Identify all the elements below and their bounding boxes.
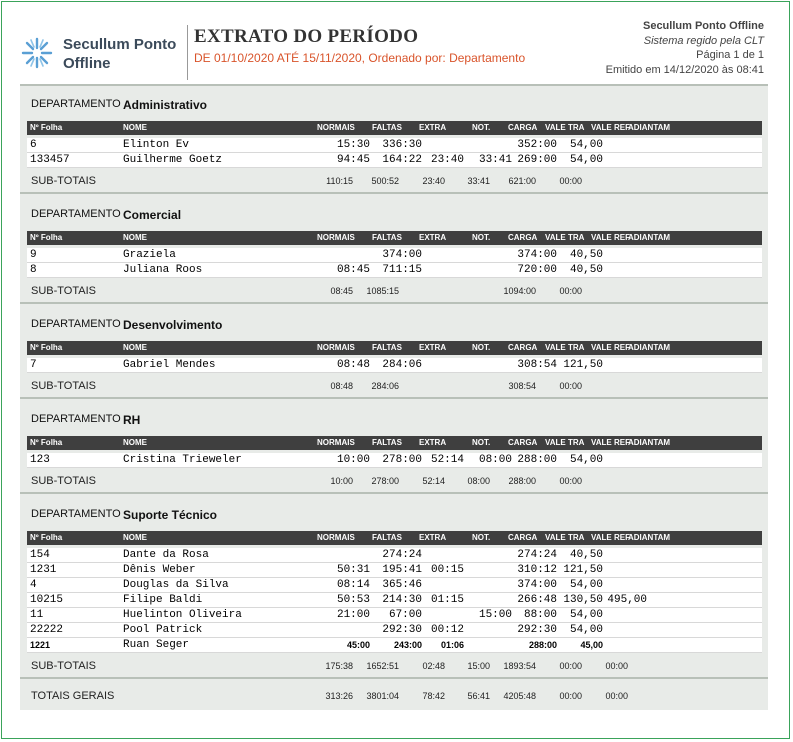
report-header [0,0,793,86]
department-label: DEPARTAMENTO [31,98,121,110]
cell-extra: 23:40 [430,154,464,166]
subtotal-carga: 621:00 [508,176,536,186]
column-header: ADIANTAM [628,123,671,132]
column-header: Nº Folha [30,343,63,352]
subtotal-faltas: 278:00 [371,476,399,486]
header-divider [187,25,188,80]
department-section [20,86,768,196]
cell-extra: 00:12 [430,624,464,636]
cell-extra: 01:15 [430,594,464,606]
column-header: FALTAS [372,533,402,542]
department-label: DEPARTAMENTO [31,508,121,520]
cell-carga: 308:54 [517,359,557,371]
column-header: NOME [123,343,147,352]
column-header: VALE TRA [545,438,585,447]
subtotal-faltas: 1085:15 [366,286,399,296]
table-rows [27,548,762,653]
column-header: EXTRA [419,533,447,542]
table-header [27,531,762,545]
department-name: Suporte Técnico [123,508,218,522]
total-not: 56:41 [467,691,490,701]
subtotal-normais: 08:48 [330,381,353,391]
subtotal-label: SUB-TOTAIS [31,660,96,672]
cell-faltas: 292:30 [382,624,422,636]
cell-carga: 310:12 [517,564,557,576]
employee-number: 22222 [30,624,64,636]
department-section [20,401,768,511]
department-label: DEPARTAMENTO [31,413,121,425]
cell-vtra: 121,50 [563,564,603,576]
table-header [27,341,762,355]
column-header: FALTAS [372,343,402,352]
cell-carga: 374:00 [517,249,557,261]
column-header: FALTAS [372,438,402,447]
cell-vtra: 54,00 [569,154,603,166]
subtotal-row [20,170,768,192]
cell-normais: 10:00 [336,454,370,466]
cell-faltas: 336:30 [382,139,422,151]
employee-number: 154 [30,549,50,561]
cell-not: 15:00 [478,609,512,621]
cell-faltas: 195:41 [382,564,422,576]
column-header: NOT. [472,533,491,542]
employee-name: Douglas da Silva [123,579,229,591]
department-label: DEPARTAMENTO [31,318,121,330]
column-header: NOME [123,533,147,542]
cell-carga: 292:30 [517,624,557,636]
section-divider [20,302,768,304]
column-header: EXTRA [419,233,447,242]
cell-vtra: 121,50 [563,359,603,371]
cell-vtra: 54,00 [569,624,603,636]
cell-normais: 21:00 [336,609,370,621]
company-name: Secullum Ponto Offline [642,20,764,32]
subtotal-row [20,375,768,397]
totals-label: TOTAIS GERAIS [31,690,115,702]
subtotal-carga: 288:00 [508,476,536,486]
column-header: NOT. [472,233,491,242]
employee-name: Cristina Trieweler [123,454,242,466]
department-label: DEPARTAMENTO [31,208,121,220]
subtotal-normais: 110:15 [326,176,353,186]
subtotal-carga: 1893:54 [503,661,536,671]
section-divider [20,397,768,399]
table-row [27,453,762,468]
subtotal-vtra: 00:00 [559,286,582,296]
column-header: CARGA [508,533,538,542]
employee-number: 6 [30,139,37,151]
cell-vtra: 45,00 [580,640,603,650]
department-name: RH [123,413,141,427]
cell-faltas: 274:24 [382,549,422,561]
column-header: NORMAIS [317,123,355,132]
table-rows [27,453,762,468]
cell-carga: 720:00 [517,264,557,276]
subtotal-not: 33:41 [467,176,490,186]
subtotal-label: SUB-TOTAIS [31,175,96,187]
employee-name: Guilherme Goetz [123,154,223,166]
cell-extra: 01:06 [440,640,464,650]
table-header [27,436,762,450]
cell-carga: 266:48 [517,594,557,606]
subtotal-carga: 1094:00 [503,286,536,296]
cell-vtra: 54,00 [569,139,603,151]
column-header: VALE REF [591,533,630,542]
cell-not: 33:41 [478,154,512,166]
table-rows [27,248,762,278]
page-subtitle: DE 01/10/2020 ATÉ 15/11/2020, Ordenado por: Departamento [194,51,526,65]
cell-not: 08:00 [478,454,512,466]
subtotal-not: 15:00 [467,661,490,671]
total-faltas: 3801:04 [366,691,399,701]
column-header: VALE REF [591,438,630,447]
department-section [20,496,768,672]
column-header: VALE TRA [545,123,585,132]
section-divider [20,192,768,194]
subtotal-row [20,655,768,677]
column-header: ADIANTAM [628,343,671,352]
table-row [27,248,762,263]
total-vref: 00:00 [605,691,628,701]
table-rows [27,138,762,168]
cell-vtra: 40,50 [569,549,603,561]
brand-line1: Secullum Ponto [63,36,177,53]
table-row [27,548,762,563]
subtotal-row [20,280,768,302]
subtotal-extra: 02:48 [422,661,445,671]
department-name: Desenvolvimento [123,318,223,332]
column-header: FALTAS [372,123,402,132]
table-row [27,608,762,623]
cell-faltas: 67:00 [388,609,422,621]
cell-faltas: 365:46 [382,579,422,591]
department-section [20,306,768,416]
employee-number: 9 [30,249,37,261]
section-divider [20,492,768,494]
subtotal-normais: 10:00 [330,476,353,486]
secullum-logo-icon [20,36,54,70]
cell-carga: 274:24 [517,549,557,561]
column-header: NOT. [472,123,491,132]
subtotal-vtra: 00:00 [559,661,582,671]
table-row [27,638,762,653]
cell-normais: 45:00 [346,640,370,650]
cell-vtra: 40,50 [569,249,603,261]
cell-normais: 50:53 [336,594,370,606]
employee-name: Gabriel Mendes [123,359,216,371]
column-header: CARGA [508,123,538,132]
column-header: VALE TRA [545,343,585,352]
column-header: NOT. [472,438,491,447]
column-header: Nº Folha [30,233,63,242]
column-header: Nº Folha [30,123,63,132]
cell-extra: 00:15 [430,564,464,576]
column-header: NORMAIS [317,343,355,352]
cell-faltas: 374:00 [382,249,422,261]
employee-number: 1221 [30,640,51,650]
subtotal-normais: 08:45 [330,286,353,296]
cell-normais: 08:45 [336,264,370,276]
cell-vtra: 130,50 [563,594,603,606]
column-header: Nº Folha [30,533,63,542]
cell-normais: 15:30 [336,139,370,151]
emission-date: Emitido em 14/12/2020 às 08:41 [605,63,764,76]
column-header: Nº Folha [30,438,63,447]
column-header: NORMAIS [317,438,355,447]
company-regime: Sistema regido pela CLT [643,34,764,47]
employee-number: 4 [30,579,37,591]
subtotal-faltas: 1652:51 [366,661,399,671]
employee-name: Juliana Roos [123,264,203,276]
employee-number: 133457 [30,154,70,166]
subtotal-extra: 23:40 [422,176,445,186]
column-header: CARGA [508,233,538,242]
cell-normais: 08:48 [336,359,370,371]
company-info [606,19,764,77]
totals-row [20,682,768,708]
page-number: Página 1 de 1 [696,49,764,61]
subtotal-row [20,470,768,492]
department-section [20,196,768,306]
cell-faltas: 284:06 [382,359,422,371]
cell-faltas: 243:00 [393,640,422,650]
cell-carga: 88:00 [523,609,557,621]
column-header: NORMAIS [317,233,355,242]
cell-vtra: 54,00 [569,579,603,591]
column-header: CARGA [508,438,538,447]
subtotal-faltas: 284:06 [371,381,399,391]
cell-faltas: 711:15 [382,264,422,276]
employee-name: Dante da Rosa [123,549,209,561]
subtotal-label: SUB-TOTAIS [31,475,96,487]
cell-normais: 08:14 [336,579,370,591]
employee-name: Pool Patrick [123,624,203,636]
employee-number: 123 [30,454,50,466]
cell-faltas: 278:00 [382,454,422,466]
employee-name: Filipe Baldi [123,594,203,606]
employee-number: 10215 [30,594,64,606]
column-header: NOT. [472,343,491,352]
table-row [27,138,762,153]
table-row [27,578,762,593]
total-extra: 78:42 [422,691,445,701]
column-header: NOME [123,438,147,447]
cell-extra: 52:14 [430,454,464,466]
column-header: NOME [123,233,147,242]
department-name: Comercial [123,208,182,222]
column-header: ADIANTAM [628,438,671,447]
cell-vref: 495,00 [607,594,647,606]
subtotal-extra: 52:14 [422,476,445,486]
cell-carga: 288:00 [528,640,557,650]
table-header [27,231,762,245]
employee-number: 7 [30,359,37,371]
cell-carga: 374:00 [517,579,557,591]
table-row [27,153,762,168]
cell-faltas: 164:22 [382,154,422,166]
subtotal-faltas: 500:52 [371,176,399,186]
department-name: Administrativo [123,98,208,112]
cell-carga: 288:00 [517,454,557,466]
subtotal-normais: 175:38 [325,661,353,671]
employee-name: Graziela [123,249,176,261]
table-row [27,563,762,578]
column-header: EXTRA [419,438,447,447]
column-header: VALE TRA [545,533,585,542]
cell-normais: 50:31 [336,564,370,576]
total-vtra: 00:00 [559,691,582,701]
column-header: EXTRA [419,343,447,352]
subtotal-vref: 00:00 [605,661,628,671]
total-normais: 313:26 [325,691,353,701]
cell-vtra: 54,00 [569,609,603,621]
cell-vtra: 40,50 [569,264,603,276]
column-header: VALE REF [591,233,630,242]
employee-number: 11 [30,609,44,621]
brand-line2: Offline [63,55,111,72]
subtotal-vtra: 00:00 [559,176,582,186]
employee-number: 8 [30,264,37,276]
subtotal-label: SUB-TOTAIS [31,380,96,392]
table-row [27,263,762,278]
subtotal-vtra: 00:00 [559,381,582,391]
employee-name: Huelinton Oliveira [123,609,242,621]
column-header: NOME [123,123,147,132]
employee-name: Elinton Ev [123,139,190,151]
column-header: ADIANTAM [628,533,671,542]
table-row [27,358,762,373]
total-carga: 4205:48 [503,691,536,701]
column-header: VALE REF [591,343,630,352]
report-body [20,84,768,710]
page-title: EXTRATO DO PERÍODO [194,26,419,47]
employee-number: 1231 [30,564,57,576]
column-header: EXTRA [419,123,447,132]
cell-normais: 94:45 [336,154,370,166]
column-header: ADIANTAM [628,233,671,242]
table-row [27,623,762,638]
subtotal-label: SUB-TOTAIS [31,285,96,297]
table-row [27,593,762,608]
subtotal-carga: 308:54 [508,381,536,391]
employee-name: Dênis Weber [123,564,196,576]
cell-carga: 269:00 [517,154,557,166]
subtotal-not: 08:00 [467,476,490,486]
cell-carga: 352:00 [517,139,557,151]
cell-vtra: 54,00 [569,454,603,466]
column-header: CARGA [508,343,538,352]
table-header [27,121,762,135]
subtotal-vtra: 00:00 [559,476,582,486]
section-divider [20,677,768,679]
column-header: VALE TRA [545,233,585,242]
table-rows [27,358,762,373]
employee-name: Ruan Seger [123,639,190,651]
column-header: FALTAS [372,233,402,242]
cell-faltas: 214:30 [382,594,422,606]
brand-name [63,35,176,73]
column-header: VALE REF [591,123,630,132]
column-header: NORMAIS [317,533,355,542]
